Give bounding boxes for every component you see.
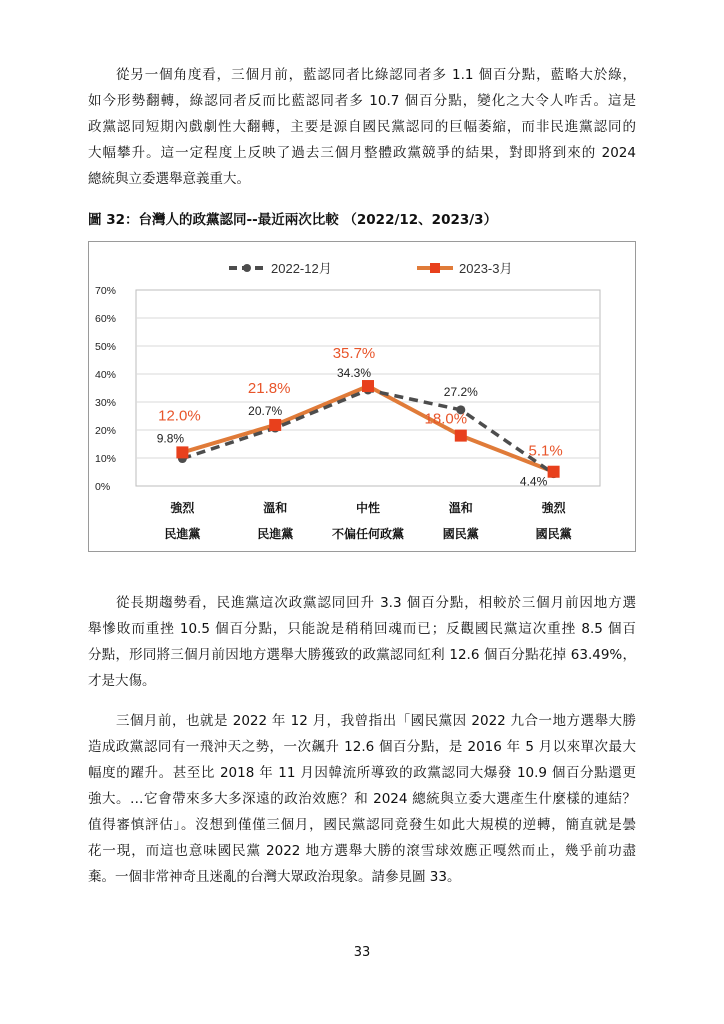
paragraph-line: 棄。一個非常神奇且迷亂的台灣大眾政治現象。請參見圖 33。: [88, 869, 461, 885]
paragraph-line: 幅度的躍升。甚至比 2018 年 11 月因韓流所導致的政黨認同大爆發 10.9 個百分點還更: [88, 765, 636, 781]
paragraph-line: 從另一個角度看，三個月前，藍認同者比綠認同者多 1.1 個百分點，藍略大於綠，: [116, 67, 636, 83]
data-point: [455, 430, 467, 442]
y-tick-label: 60%: [95, 313, 117, 325]
data-label: 5.1%: [528, 442, 563, 460]
data-label: 18.0%: [424, 410, 468, 428]
paragraph-line: 從長期趨勢看，民進黨這次政黨認同回升 3.3 個百分點，相較於三個月前因地方選: [116, 595, 636, 611]
paragraph-line: 舉慘敗而重挫 10.5 個百分點，只能說是稍稍回魂而已；反觀國民黨這次重挫 8.5 個百: [88, 621, 636, 637]
x-tick-label: 國民黨: [442, 527, 479, 541]
data-label: 20.7%: [248, 404, 283, 419]
x-tick-label: 不偏任何政黨: [331, 527, 405, 541]
y-tick-label: 40%: [95, 369, 117, 381]
x-tick-label: 國民黨: [535, 527, 572, 541]
data-label: 4.4%: [519, 474, 548, 489]
data-label: 12.0%: [158, 407, 201, 425]
paragraph-line: 三個月前，也就是 2022 年 12 月，我曾指出「國民黨因 2022 九合一地方選舉大勝: [116, 713, 636, 729]
y-tick-label: 70%: [95, 285, 117, 297]
paragraph-3: [88, 708, 636, 890]
data-label: 9.8%: [156, 431, 185, 446]
page-number: 33: [353, 945, 371, 960]
paragraph-line: 大幅攀升。這一定程度上反映了過去三個月整體政黨競爭的結果，對即將到來的 2024: [88, 145, 636, 161]
x-tick-label: 強烈: [170, 501, 195, 515]
series-line: [182, 386, 553, 472]
legend-marker: [430, 263, 440, 273]
data-point: [548, 466, 560, 478]
data-point: [269, 419, 281, 431]
legend-marker: [243, 264, 251, 272]
data-label: 35.7%: [332, 345, 376, 363]
x-tick-label: 中性: [355, 501, 381, 515]
data-label: 27.2%: [443, 384, 478, 399]
x-tick-label: 民進黨: [257, 527, 294, 541]
paragraph-1: [88, 62, 636, 192]
paragraph-line: 才是大傷。: [88, 673, 156, 689]
y-tick-label: 0%: [95, 481, 111, 493]
y-tick-label: 20%: [95, 425, 117, 437]
paragraph-line: 強大。…它會帶來多大多深遠的政治效應？和 2024 總統與立委大選產生什麼樣的連結？: [88, 791, 636, 807]
paragraph-line: 政黨認同短期內戲劇性大翻轉，主要是源自國民黨認同的巨幅萎縮，而非民進黨認同的: [88, 119, 636, 135]
x-tick-label: 民進黨: [164, 527, 201, 541]
y-tick-label: 50%: [95, 341, 117, 353]
data-point: [176, 446, 188, 458]
series-line: [182, 390, 553, 474]
legend-label: 2022-12月: [271, 261, 332, 276]
y-tick-label: 30%: [95, 397, 117, 409]
data-label: 21.8%: [247, 379, 291, 397]
paragraph-line: 值得審慎評估」。沒想到僅僅三個月，國民黨認同竟發生如此大規模的逆轉，簡直就是曇: [88, 817, 636, 833]
line-chart: [88, 241, 636, 552]
paragraph-2: [88, 590, 636, 694]
data-label: 34.3%: [336, 365, 372, 380]
data-point: [362, 380, 374, 392]
figure-caption: 圖 32：台灣人的政黨認同--最近兩次比較 （2022/12、2023/3）: [88, 212, 498, 228]
x-tick-label: 強烈: [541, 501, 566, 515]
paragraph-line: 總統與立委選舉意義重大。: [88, 171, 250, 187]
paragraph-line: 分點，形同將三個月前因地方選舉大勝獲致的政黨認同紅利 12.6 個百分點花掉 63.49%，: [88, 647, 636, 663]
x-tick-label: 溫和: [263, 501, 288, 515]
y-tick-label: 10%: [95, 453, 117, 465]
x-tick-label: 溫和: [448, 501, 473, 515]
paragraph-line: 如今形勢翻轉，綠認同者反而比藍認同者多 10.7 個百分點，變化之大令人咋舌。這是: [88, 93, 636, 109]
chart-canvas: [89, 242, 635, 551]
legend-label: 2023-3月: [459, 261, 513, 276]
paragraph-line: 造成政黨認同有一飛沖天之勢，一次飆升 12.6 個百分點，是 2016 年 5 月以來單次最大: [88, 739, 636, 755]
paragraph-line: 花一現，而這也意味國民黨 2022 地方選舉大勝的滾雪球效應正嘎然而止，幾乎前功盡: [88, 843, 636, 859]
